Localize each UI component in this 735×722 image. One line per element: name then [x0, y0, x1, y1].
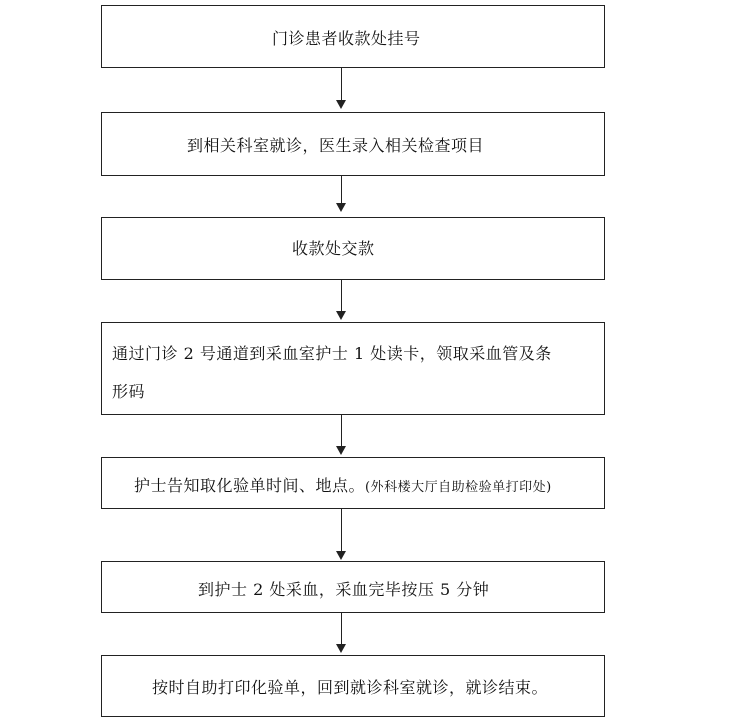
step-4-text-line2: 形码 — [112, 382, 146, 401]
arrow-6-icon — [336, 613, 348, 653]
step-7-box — [101, 655, 605, 717]
arrow-1-icon — [336, 68, 348, 109]
arrow-3-icon — [336, 280, 348, 320]
step-4-text-line1: 通过门诊 2 号通道到采血室护士 1 处读卡，领取采血管及条 — [112, 344, 552, 363]
step-1-box — [101, 5, 605, 68]
arrow-2-icon — [336, 176, 348, 212]
step-2-box — [101, 112, 605, 176]
arrow-5-icon — [336, 509, 348, 560]
step-5-main: 护士告知取化验单时间、地点。 — [134, 476, 366, 495]
step-3-box — [101, 217, 605, 280]
step-5-box — [101, 457, 605, 509]
step-5-note: (外科楼大厅自助检验单打印处) — [365, 480, 552, 495]
step-1-text: 门诊患者收款处挂号 — [272, 29, 421, 48]
step-6-text: 到护士 2 处采血，采血完毕按压 5 分钟 — [198, 580, 490, 599]
step-2-text: 到相关科室就诊，医生录入相关检查项目 — [187, 136, 485, 155]
step-6-box — [101, 561, 605, 613]
step-3-text: 收款处交款 — [292, 239, 375, 258]
step-4-box — [101, 322, 605, 415]
arrow-4-icon — [336, 415, 348, 455]
step-7-text: 按时自助打印化验单，回到就诊科室就诊，就诊结束。 — [152, 678, 549, 697]
step-5-text — [134, 473, 552, 496]
